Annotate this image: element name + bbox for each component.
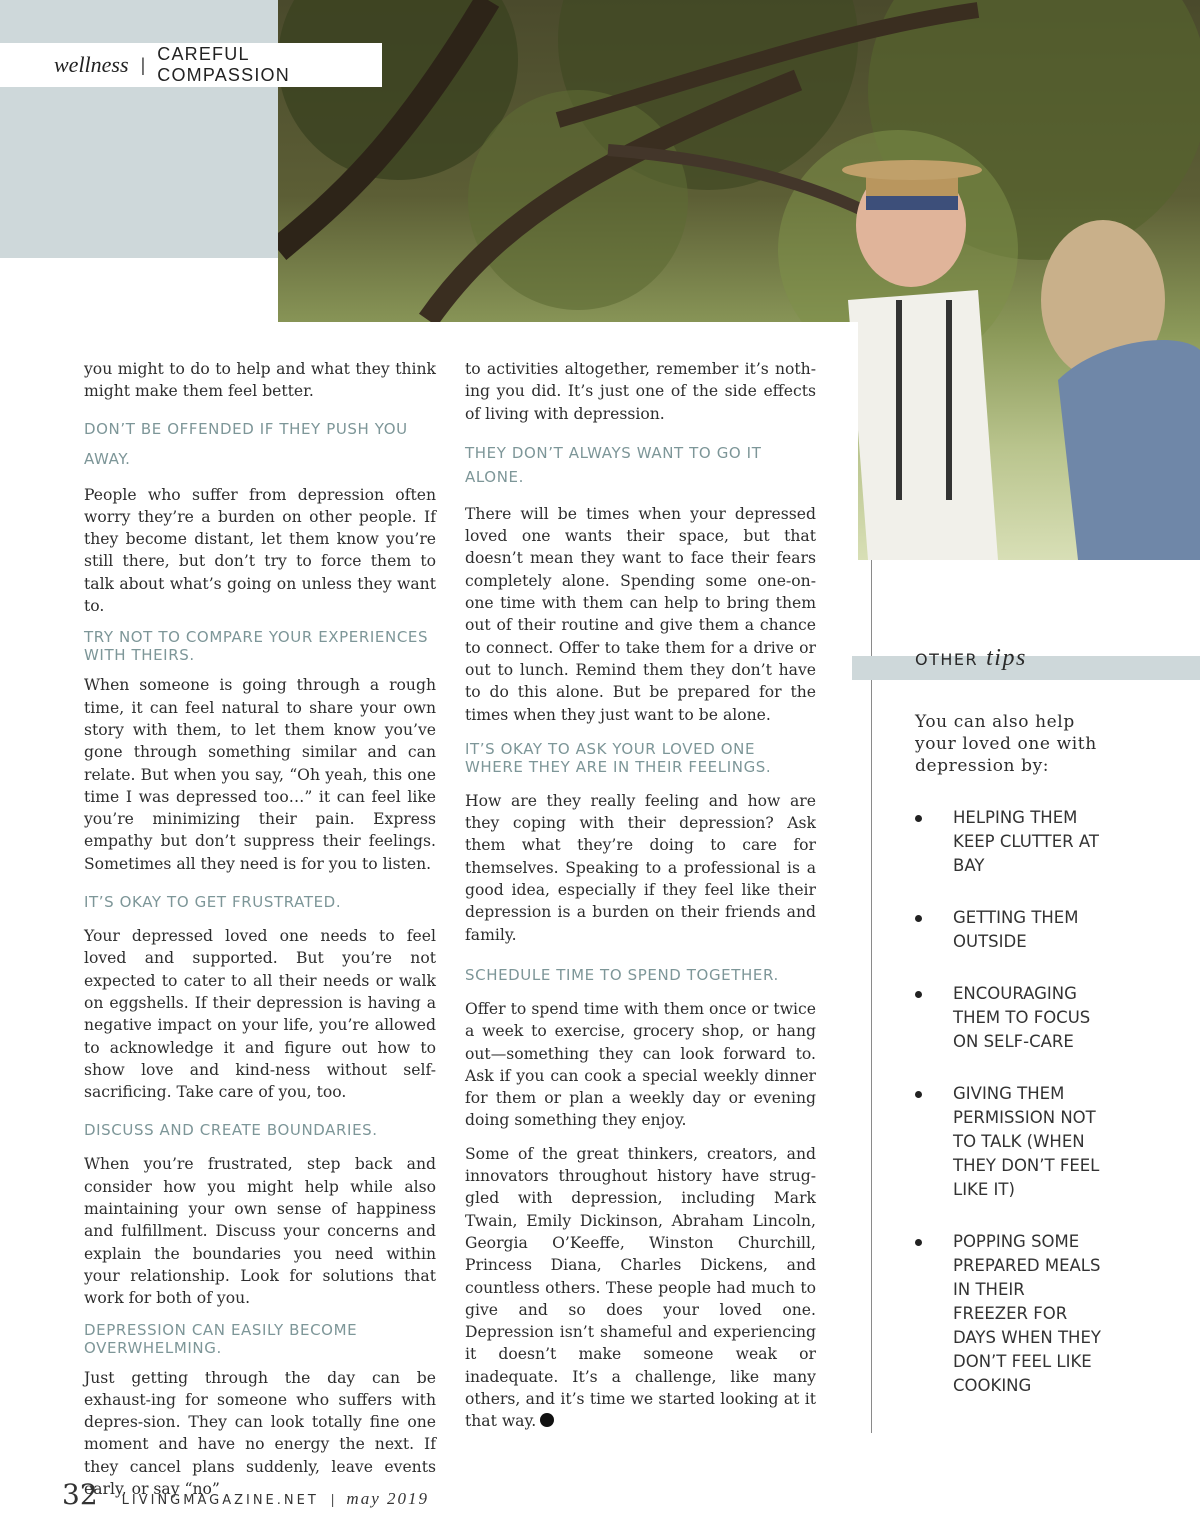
paragraph: People who suffer from depression often worry they’re a burden on other people. If they become distant, let them know you’re still there, but don’t try to force them to talk about what’s going on unless they want to. bbox=[84, 485, 436, 616]
paragraph: Just getting through the day can be exhaust-ing for someone who suffers with depres-sion. They can look totally fine one moment and have no energy the next. If they cancel plans suddenly, leave events early, or say “no” bbox=[84, 1368, 436, 1498]
list-item bbox=[915, 1230, 1175, 1398]
page-number: 32 bbox=[62, 1478, 98, 1511]
sidebar-divider bbox=[871, 560, 872, 1433]
site-url: LIVINGMAGAZINE.NET bbox=[121, 1493, 319, 1508]
footer-separator: | bbox=[330, 1491, 335, 1507]
paragraph: How are they really feeling and how are they coping with their depression? Ask them what they’re doing to care for themselves. Speaking to a professional is a good idea, especially if they feel like their depression is a burden on their friends and family. bbox=[465, 791, 816, 944]
tips-list bbox=[915, 806, 1175, 1426]
section-name: wellness bbox=[54, 52, 129, 77]
bullet-icon bbox=[915, 1239, 922, 1246]
bullet-icon bbox=[915, 1091, 922, 1098]
tips-title bbox=[915, 645, 1027, 672]
article-column-1 bbox=[84, 358, 436, 1511]
paragraph: When you’re frustrated, step back and consider how you might help while also maintaining your own sense of happiness and fulfillment. Discuss your concerns and explain the boundaries you need within your relationship. Look for solutions that work for both of you. bbox=[84, 1155, 436, 1308]
paragraph: When someone is going through a rough time, it can feel natural to share your own story with them, to let them know you’ve gone through something similar and can relate. But when you say, “Oh yeah, this one time I was depressed too…” it can feel like you’re minimizing their pain. Express empathy but don’t suppress their feelings. Sometimes all they need is for you to listen. bbox=[84, 676, 436, 873]
paragraph: There will be times when your depressed loved one wants their space, but that doesn’t mean they want to face their fears completely alone. Spending some one-on-one time with them can help to bring them out of their routine and give them a chance to connect. Offer to take them for a drive or out to lunch. Remind them they don’t have to do this alone. But be prepared for the times when they just want to be alone. bbox=[465, 504, 816, 724]
list-item bbox=[915, 906, 1175, 954]
tips-title-italic: tips bbox=[986, 645, 1027, 671]
tip-label: HELPING THEM KEEP CLUTTER AT BAY bbox=[953, 808, 1099, 875]
end-mark-icon bbox=[540, 1413, 554, 1427]
subheading: THEY DON’T ALWAYS WANT TO GO IT ALONE. bbox=[465, 443, 762, 486]
subheading: TRY NOT TO COMPARE YOUR EXPERIENCES WITH THEIRS. bbox=[84, 628, 429, 665]
paragraph: Your depressed loved one needs to feel loved and supported. But you’re not expected to cater to all their needs or walk on eggshells. If their depression is having a negative impact on your life, you’re allowed to acknowledge it and figure out how to show love and kind-ness without self-sacrificing. Take care of you, too. bbox=[84, 927, 436, 1102]
subheading: DON’T BE OFFENDED IF THEY PUSH YOU AWAY. bbox=[84, 419, 408, 468]
list-item bbox=[915, 982, 1175, 1054]
subheading: DISCUSS AND CREATE BOUNDARIES. bbox=[84, 1121, 378, 1140]
tip-label: GIVING THEM PERMISSION NOT TO TALK (WHEN THEY DON’T FEEL LIKE IT) bbox=[953, 1084, 1100, 1199]
paragraph: you might to do to help and what they think might make them feel better. bbox=[84, 360, 436, 401]
tip-label: ENCOURAGING THEM TO FOCUS ON SELF-CARE bbox=[953, 984, 1091, 1051]
page-footer bbox=[62, 1478, 429, 1511]
tips-intro: You can also help your loved one with depression by: bbox=[915, 712, 1097, 776]
bullet-icon bbox=[915, 815, 922, 822]
issue-date: may 2019 bbox=[346, 1489, 429, 1508]
bullet-icon bbox=[915, 991, 922, 998]
list-item bbox=[915, 1082, 1175, 1202]
subheading: DEPRESSION CAN EASILY BECOME OVERWHELMING. bbox=[84, 1320, 358, 1357]
subheading: IT’S OKAY TO ASK YOUR LOVED ONE WHERE THEY ARE IN THEIR FEELINGS. bbox=[465, 739, 772, 776]
paragraph: to activities altogether, remember it’s noth-ing you did. It’s just one of the side effects of living with depression. bbox=[465, 360, 816, 423]
list-item bbox=[915, 806, 1175, 878]
header-gray-block bbox=[0, 0, 278, 258]
paragraph: Offer to spend time with them once or twice a week to exercise, grocery shop, or hang out—something they can look forward to. Ask if you can cook a special weekly dinner for them or plan a weekly day or evening doing something they enjoy. bbox=[465, 999, 816, 1130]
subheading: SCHEDULE TIME TO SPEND TOGETHER. bbox=[465, 965, 779, 984]
paragraph bbox=[465, 1143, 816, 1433]
article-topic: CAREFUL COMPASSION bbox=[157, 44, 290, 85]
closing-paragraph: Some of the great thinkers, creators, and innovators throughout history have strug-gled with depression, including Mark Twain, Emily Dickinson, Abraham Lincoln, Georgia O’Keeffe, Winston Churchill, Princess Diana, Charles Dickens, and countless others. These people had much to give and so does your loved one. Depression isn’t shameful and experiencing it doesn’t make someone weak or inadequate. It’s a challenge, like many others, and it’s time we started looking at it that way. bbox=[465, 1144, 816, 1431]
bullet-icon bbox=[915, 915, 922, 922]
tip-label: POPPING SOME PREPARED MEALS IN THEIR FREEZER FOR DAYS WHEN THEY DON’T FEEL LIKE COOKING bbox=[953, 1232, 1101, 1395]
subheading: IT’S OKAY TO GET FRUSTRATED. bbox=[84, 893, 342, 912]
article-column-2 bbox=[465, 358, 816, 1444]
section-header bbox=[0, 43, 382, 87]
header-separator: | bbox=[140, 54, 146, 75]
tip-label: GETTING THEM OUTSIDE bbox=[953, 908, 1079, 951]
tips-title-main: OTHER bbox=[915, 650, 979, 669]
